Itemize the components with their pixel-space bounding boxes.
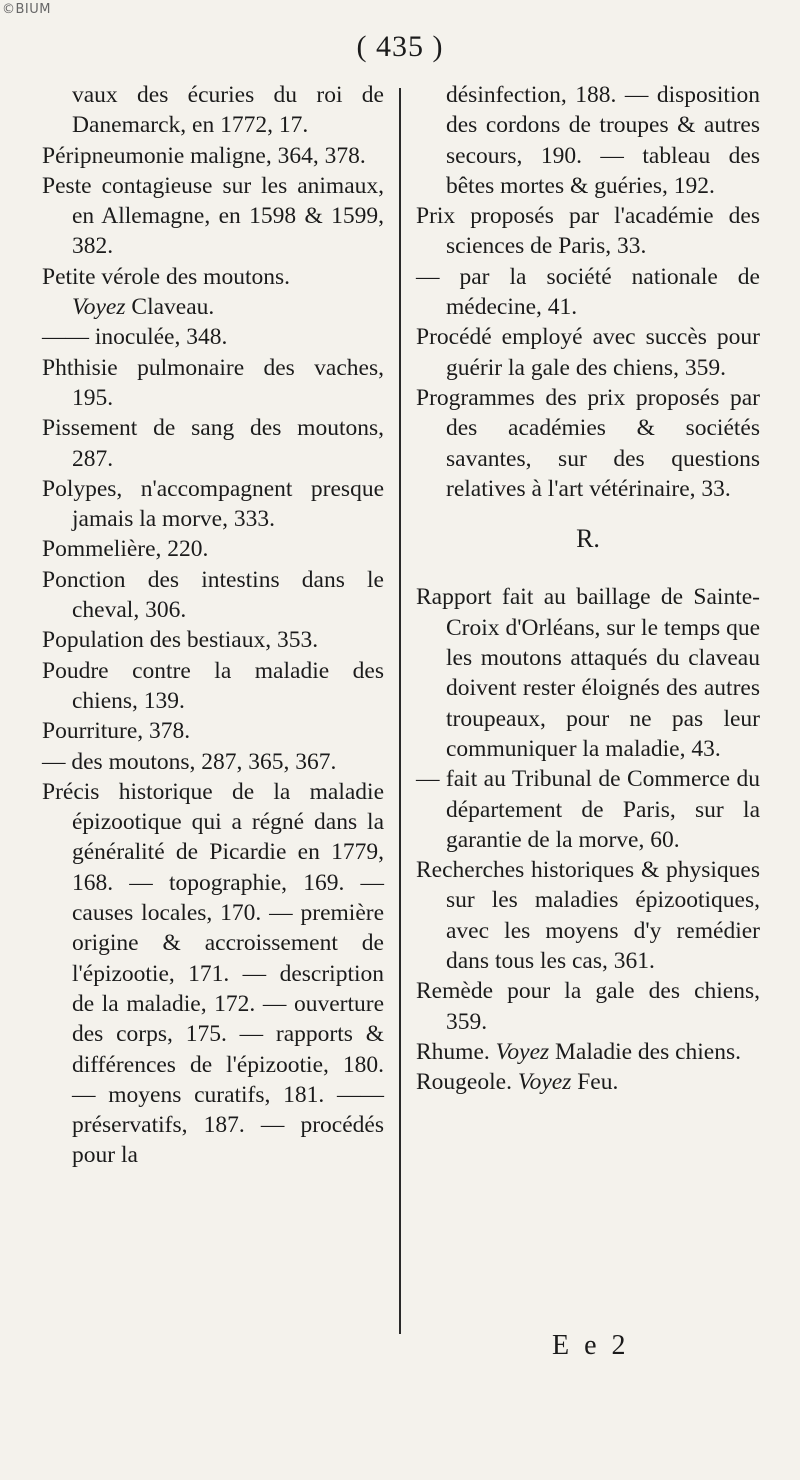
index-entry: — des moutons, 287, 365, 367.: [42, 748, 337, 775]
entry-head: Rhume.: [416, 1038, 496, 1065]
index-entry: vaux des écuries du roi de Danemarck, en 1772, 17.: [72, 82, 384, 139]
voyez-label: Voyez: [495, 1038, 550, 1065]
index-entry: Recherches historiques & physiques sur les maladies épizootiques, avec les moyens d'y remédier dans tous les cas, 361.: [416, 857, 760, 975]
cross-reference-target: Maladie des chiens.: [549, 1038, 742, 1065]
index-entry: Petite vérole des moutons.: [42, 263, 291, 290]
cross-reference-target: Claveau.: [125, 294, 215, 321]
index-entry: Poudre contre la maladie des chiens, 139.: [42, 657, 384, 714]
index-entry: Rapport fait au baillage de Sainte-Croix d'Orléans, sur le temps que les moutons attaqués du claveau doivent rester éloignés des autres troupeaux, pour ne pas leur communiquer la maladie, 43.: [416, 584, 760, 762]
index-entry: Remède pour la gale des chiens, 359.: [416, 978, 760, 1035]
index-entry: Péripneumonie maligne, 364, 378.: [42, 142, 366, 169]
cross-reference: [42, 292, 384, 322]
page-number: ( 435 ): [356, 30, 444, 63]
right-column: [416, 80, 760, 1098]
index-entry: Peste contagieuse sur les animaux, en Allemagne, en 1598 & 1599, 382.: [42, 172, 384, 260]
index-entry: Population des bestiaux, 353.: [42, 627, 319, 654]
voyez-label: Voyez: [72, 294, 126, 321]
index-entry: Pommelière, 220.: [42, 536, 209, 563]
index-entry: Phthisie pulmonaire des vaches, 195.: [42, 354, 384, 411]
index-entry: —— inoculée, 348.: [42, 324, 228, 351]
index-entry: Pissement de sang des moutons, 287.: [42, 415, 384, 472]
column-divider: [399, 88, 401, 1334]
index-entry-rhume: [416, 1037, 760, 1067]
index-entry: Pourriture, 378.: [42, 718, 191, 745]
section-heading: R.: [576, 524, 600, 554]
voyez-label: Voyez: [517, 1069, 572, 1096]
index-entry: — fait au Tribunal de Commerce du département de Paris, sur la garantie de la morve, 60.: [416, 766, 760, 853]
left-column: [42, 80, 384, 1171]
index-entry: — par la société nationale de médecine, 41.: [416, 263, 760, 321]
watermark: ©BIUM: [2, 2, 51, 17]
index-entry: Précis historique de la maladie épizootique qui a régné dans la généralité de Picardie en 1779, 168. — topographie, 169. — causes locales, 170. — première origine & accroissement de l'épizootie, 171. — description de la maladie, 172. — ouverture des corps, 175. — rapports & différences de l'épizootie, 180. — moyens curatifs, 181. —— préservatifs, 187. — procédés pour la: [42, 778, 384, 1169]
index-entry: Programmes des prix proposés par des académies & sociétés savantes, sur des questions relatives à l'art vétérinaire, 33.: [416, 384, 760, 502]
index-entry: Prix proposés par l'académie des sciences de Paris, 33.: [416, 203, 760, 260]
signature-mark: E e 2: [552, 1330, 630, 1361]
index-entry: désinfection, 188. — disposition des cordons de troupes & autres secours, 190. — tableau des bêtes mortes & guéries, 192.: [446, 82, 760, 199]
index-entry: Polypes, n'accompagnent presque jamais la morve, 333.: [42, 475, 384, 533]
index-entry-rougeole: [416, 1067, 760, 1097]
entry-head: Rougeole.: [416, 1069, 518, 1096]
cross-reference-target: Feu.: [571, 1069, 619, 1096]
index-entry: Procédé employé avec succès pour guérir la gale des chiens, 359.: [416, 324, 760, 381]
index-entry: Ponction des intestins dans le cheval, 306.: [42, 566, 384, 624]
